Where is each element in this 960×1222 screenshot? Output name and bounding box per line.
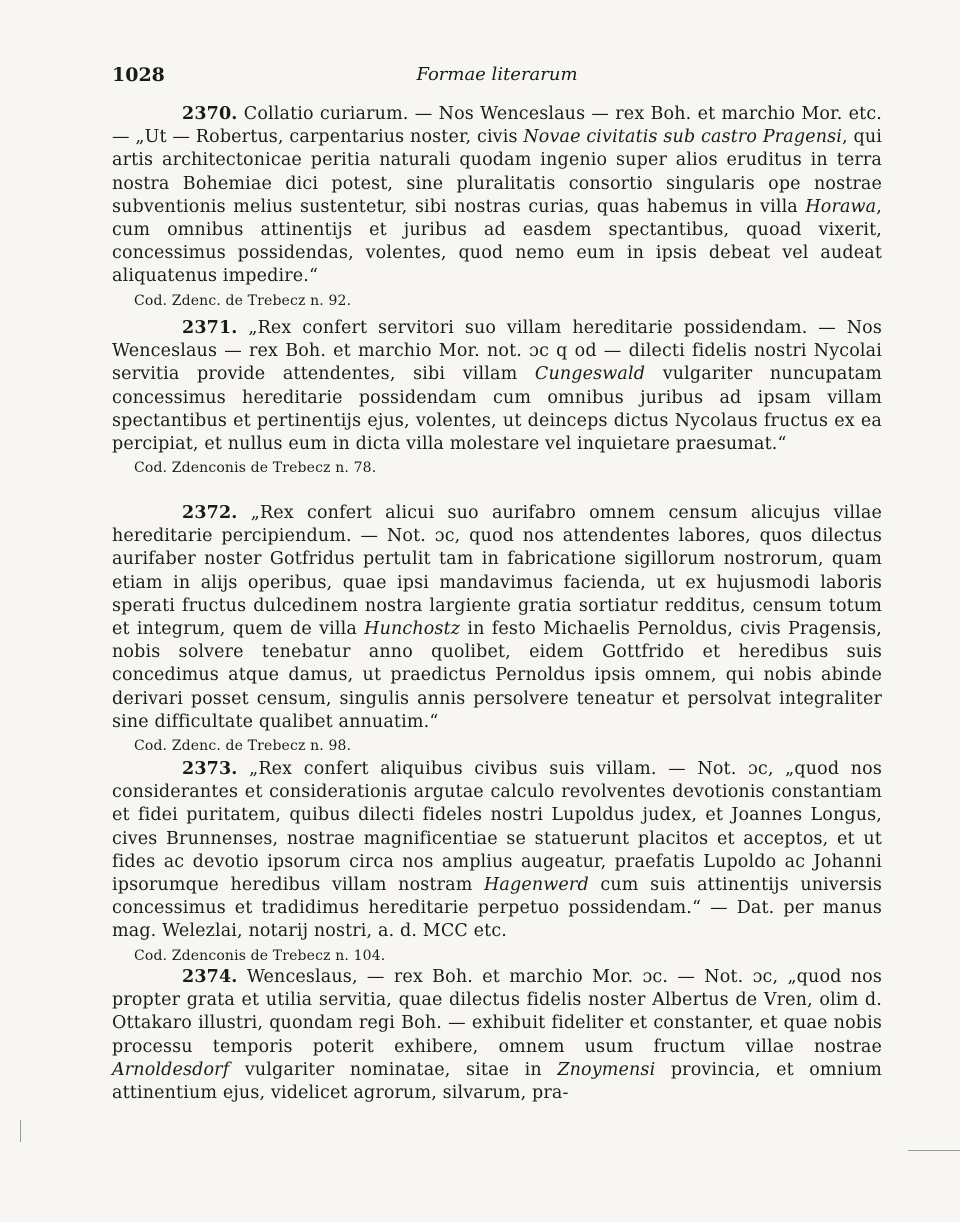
text-segment: , cum omnibus attinentijs et juribus ad easdem spectantibus, quoad vixerit, concessimus possidendas, volentes, quod nemo eum in ipsis debeat vel audeat aliquatenus impedire.“ [112, 196, 882, 287]
source-citation: Cod. Zdenconis de Trebecz n. 104. [134, 947, 386, 964]
text-segment: Collatio curiarum. — Nos Wenceslaus — rex Boh. et marchio Mor. etc. — „Ut — Robertus, carpentarius noster, civis [112, 104, 882, 148]
place-name: Horawa [805, 196, 877, 217]
entry-number: 2373. [182, 759, 238, 779]
text-segment: vulgariter nominatae, sitae in [229, 1059, 558, 1080]
entry-text [112, 967, 882, 1103]
entry-text [112, 104, 882, 286]
page-number: 1028 [112, 64, 165, 86]
place-name: Hunchostz [364, 619, 461, 640]
scan-margin-mark [20, 1120, 21, 1142]
text-segment: provincia, et omnium attinentium ejus, videlicet agrorum, silvarum, pra- [112, 1059, 883, 1104]
entry-number: 2371. [182, 318, 238, 338]
entry-text [112, 503, 882, 732]
text-segment: „Rex confert aliquibus civibus suis villam. — Not. ɔc, „quod nos considerantes et considerationis argutae calculo revolventes devotionis constantiam et fidei puritatem, quibus dilecti fideles nostri Lupoldus judex, et Joannes Longus, cives Brunnenses, nostrae magnificentiae se statuerunt placitos et acceptos, et ut fides ac devotio ipsorum circa nos amplius augeatur, praefatis Lupoldo ac Johanni ipsorumque heredibus villam nostram [112, 759, 882, 896]
text-segment: „Rex confert alicui suo aurifabro omnem censum alicujus villae hereditarie percipiendum. — Not. ɔc, quod nos attendentes labores, quos dilectus aurifaber noster Gotfridus pertulit tam in fabricatione sigillorum nostrorum, quam etiam in alijs operibus, quae ipsi mandavimus facienda, ut ex hujusmodi laboris sperati fructus dulcedinem nostra largiente gratia sortiatur redditus, censum totum et integrum, quem de villa [112, 503, 882, 640]
page-header [112, 64, 882, 88]
source-citation: Cod. Zdenc. de Trebecz n. 98. [134, 738, 352, 755]
place-name: Znoymensi [557, 1059, 656, 1080]
entry-number: 2370. [182, 104, 238, 124]
place-name: Novae civitatis sub castro Pragensi [523, 127, 843, 148]
entry-2372 [112, 502, 882, 756]
running-title: Formae literarum [416, 64, 578, 85]
entry-number: 2372. [182, 503, 238, 523]
source-citation: Cod. Zdenconis de Trebecz n. 78. [134, 460, 377, 477]
entry-text [112, 318, 882, 454]
place-name: Cungeswald [534, 364, 646, 385]
text-segment: vulgariter nuncupatam concessimus hereditarie possidendam cum omnibus juribus ad ipsam villam spectantibus et pertinentijs ejus, volentes, ut deinceps dictus Nycolaus fructus ex ea percipiat, et nullus eum in dicta villa molestare vel inquietare praesumat.“ [112, 364, 882, 455]
entry-2373 [112, 758, 882, 966]
text-segment: , qui artis architectonicae peritia naturali quodam ingenio super alios eruditus in terra nostra Bohemiae dici potest, sine pluralitatis consortio singularis ope nostrae subventionis melius sustentetur, sibi nostras curias, quas habemus in villa [112, 127, 882, 217]
text-segment: „Rex confert servitori suo villam hereditarie possidendam. — Nos Wenceslaus — rex Boh. et marchio Mor. not. ɔc q od — dilecti fidelis nostri Nycolai servitia provide attendentes, sibi villam [112, 318, 882, 385]
place-name: Hagenwerd [484, 875, 589, 896]
entry-2370 [112, 103, 882, 311]
text-segment: cum suis attinentijs universis concessimus et tradidimus hereditarie perpetuo possidendam.“ — Dat. per manus mag. Welezlai, notarij nostri, a. d. MCC etc. [112, 875, 882, 942]
place-name: Arnoldesdorf [112, 1059, 230, 1080]
text-segment: Wenceslaus, — rex Boh. et marchio Mor. ɔc. — Not. ɔc, „quod nos propter grata et utilia servitia, quae dilectus fidelis noster Albertus de Vren, olim d. Ottakaro illustri, quondam regi Boh. — exhibuit fideliter et constanter, et quae nobis processu temporis poterit exhibere, omnem usum fructum villae nostrae [112, 967, 882, 1057]
source-citation: Cod. Zdenc. de Trebecz n. 92. [134, 292, 352, 309]
entry-number: 2374. [182, 967, 238, 987]
text-segment: in festo Michaelis Pernoldus, civis Pragensis, nobis solvere tenebatur anno quolibet, eidem Gottfrido et heredibus suis concedimus atque damus, ut praedictus Pernoldus ipsis omnem, qui nobis abinde derivari posset censum, singulis annis persolvere teneatur et persolvat integraliter sine difficultate qualibet annuatim.“ [112, 619, 882, 732]
scan-edge-line [908, 1150, 960, 1151]
entry-text [112, 759, 882, 941]
entry-2371 [112, 317, 882, 478]
entry-2374 [112, 966, 882, 1105]
